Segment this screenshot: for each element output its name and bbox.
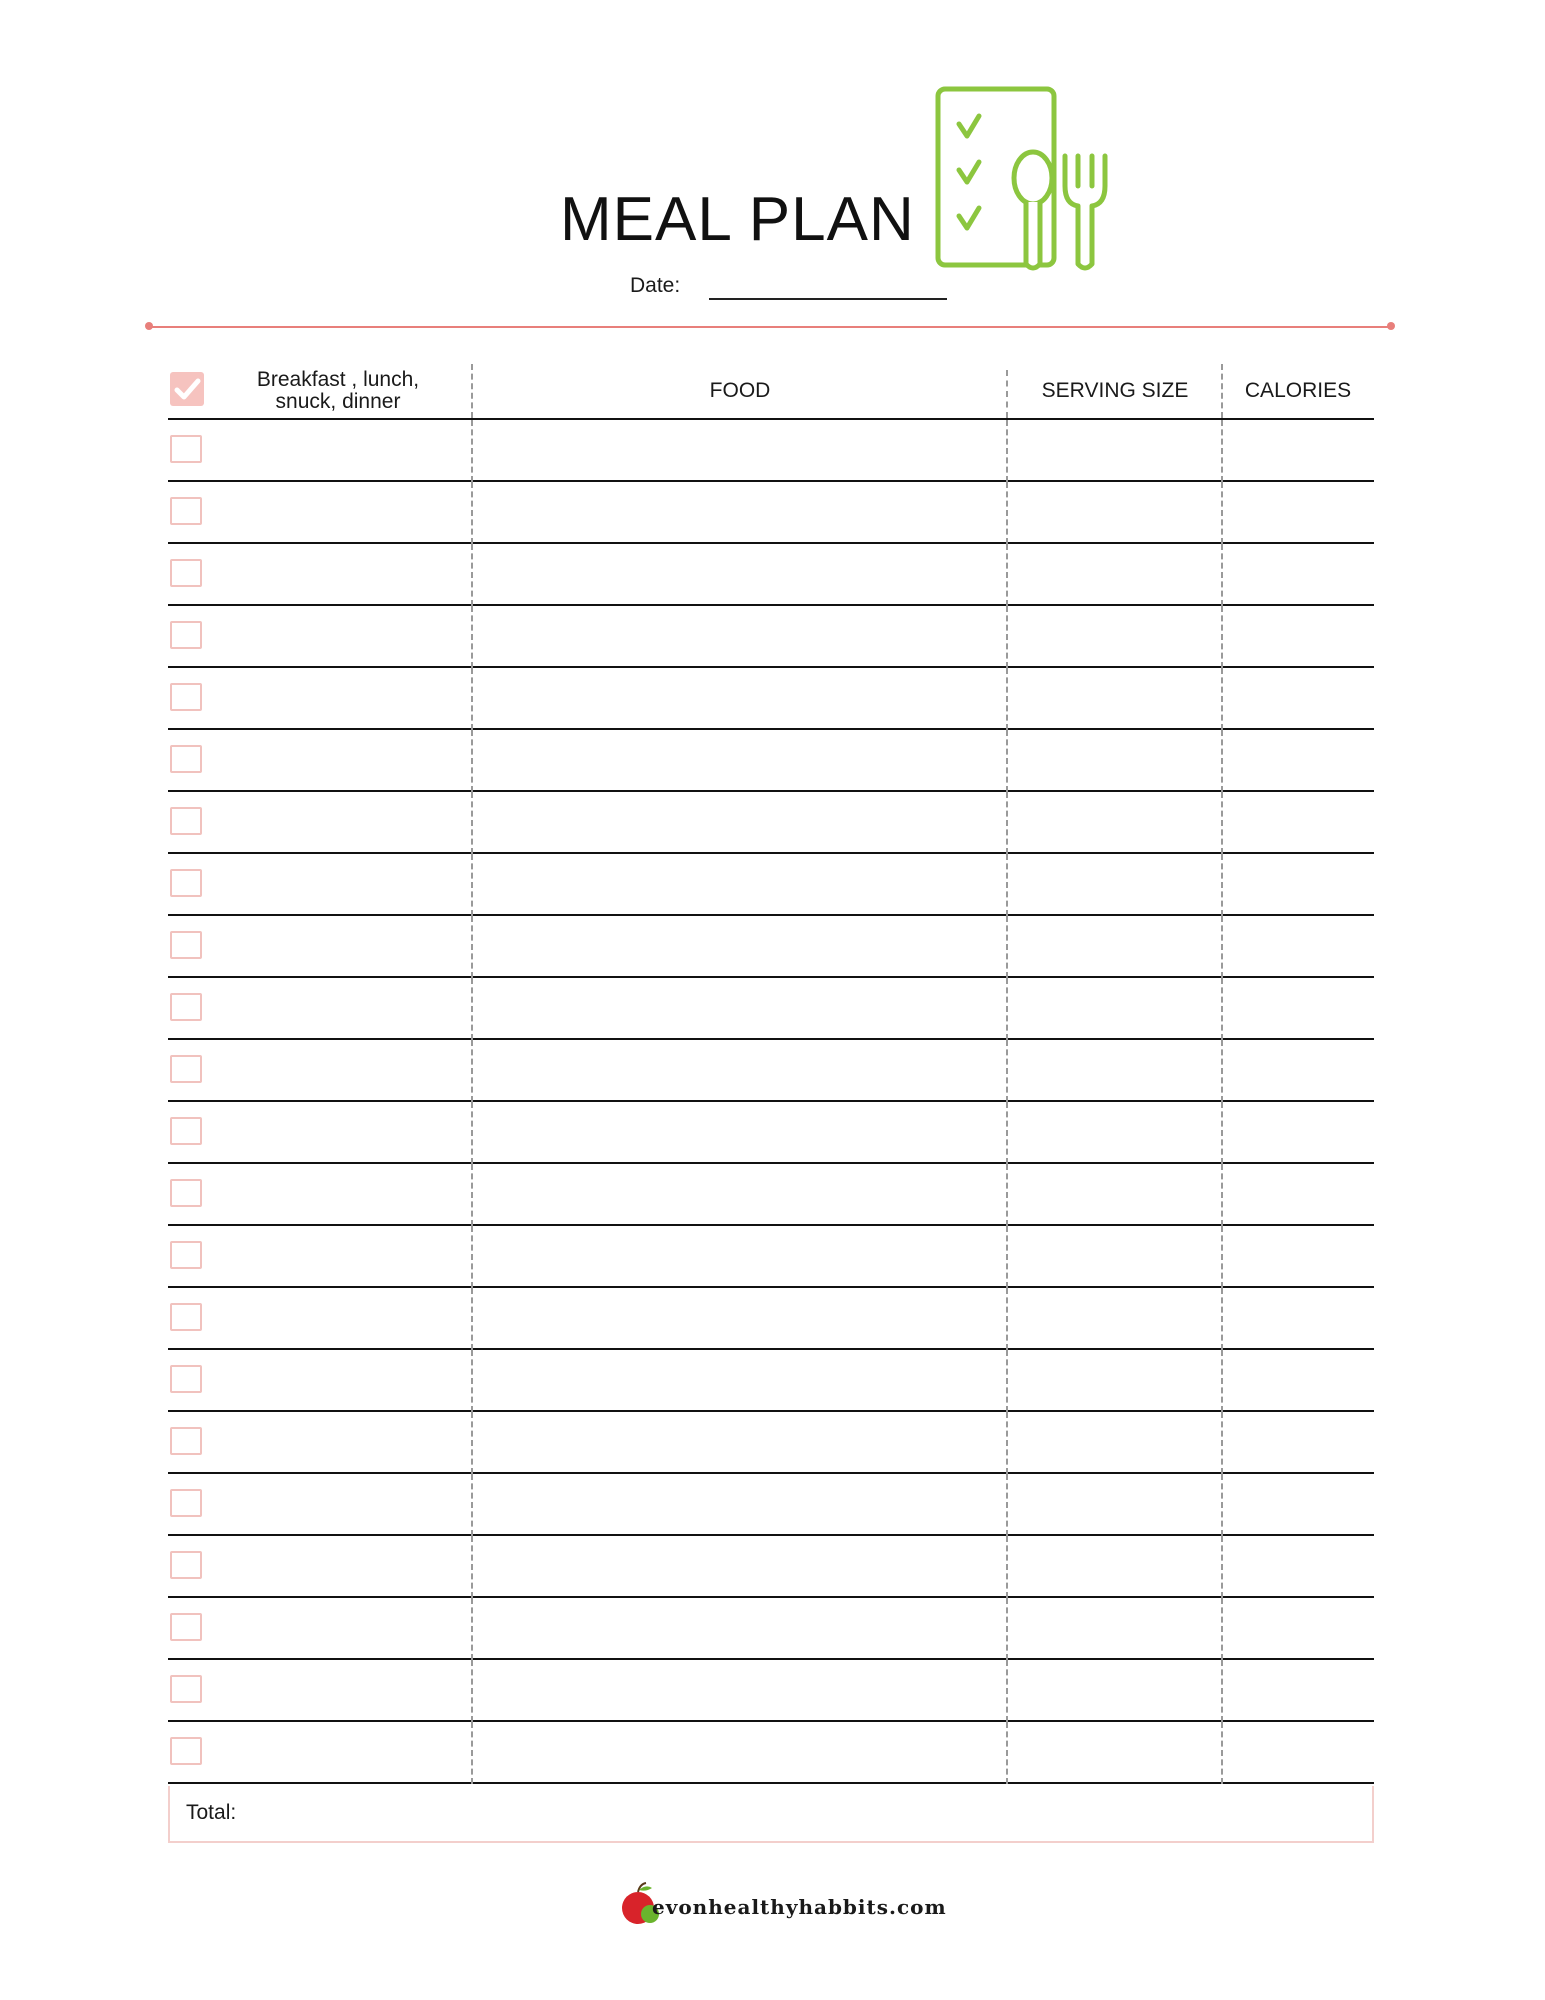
calories-cell[interactable] [1223,1288,1373,1348]
meal-cell[interactable] [208,792,471,852]
calories-cell[interactable] [1223,1412,1373,1472]
table-row [168,1536,1374,1598]
calories-cell[interactable] [1223,1536,1373,1596]
column-divider-2 [1006,1226,1008,1288]
food-cell[interactable] [473,1102,1006,1162]
column-divider-1 [471,1474,473,1536]
serving-size-cell[interactable] [1008,1350,1221,1410]
calories-cell[interactable] [1223,1660,1373,1720]
table-row [168,1226,1374,1288]
row-checkbox[interactable] [170,621,202,649]
table-row [168,1660,1374,1722]
column-divider-1 [471,854,473,916]
column-divider-3 [1221,1040,1223,1102]
column-divider-3 [1221,482,1223,544]
meal-cell[interactable] [208,606,471,666]
serving-size-cell[interactable] [1008,544,1221,604]
food-cell[interactable] [473,1350,1006,1410]
row-checkbox[interactable] [170,1303,202,1331]
column-divider-2 [1006,730,1008,792]
meal-cell[interactable] [208,1536,471,1596]
header-divider [148,326,1392,328]
column-divider-2 [1006,1040,1008,1102]
calories-cell[interactable] [1223,482,1373,542]
header-divider-1 [471,364,473,418]
calories-cell[interactable] [1223,1164,1373,1224]
food-cell[interactable] [473,1536,1006,1596]
footer [620,1880,947,1930]
meal-cell[interactable] [208,1040,471,1100]
column-divider-2 [1006,792,1008,854]
serving-size-cell[interactable] [1008,1288,1221,1348]
serving-size-cell[interactable] [1008,420,1221,480]
column-divider-2 [1006,420,1008,482]
column-divider-1 [471,1040,473,1102]
food-cell[interactable] [473,1040,1006,1100]
table-row [168,606,1374,668]
column-divider-3 [1221,1226,1223,1288]
column-divider-1 [471,1226,473,1288]
food-cell[interactable] [473,1598,1006,1658]
meal-cell[interactable] [208,1660,471,1720]
calories-cell[interactable] [1223,730,1373,790]
table-header [168,364,1374,420]
food-cell[interactable] [473,916,1006,976]
date-label: Date: [630,274,681,297]
serving-size-cell[interactable] [1008,668,1221,728]
row-checkbox[interactable] [170,683,202,711]
table-row [168,420,1374,482]
meal-cell[interactable] [208,854,471,914]
total-label: Total: [186,1801,237,1824]
header-divider-2 [1006,370,1008,418]
column-divider-1 [471,1598,473,1660]
row-checkbox[interactable] [170,1117,202,1145]
column-header-serving-size: SERVING SIZE [1041,379,1189,402]
date-field[interactable] [709,298,947,300]
column-divider-3 [1221,544,1223,606]
calories-cell[interactable] [1223,854,1373,914]
column-divider-3 [1221,1474,1223,1536]
column-divider-3 [1221,1350,1223,1412]
serving-size-cell[interactable] [1008,792,1221,852]
serving-size-cell[interactable] [1008,854,1221,914]
column-divider-1 [471,1412,473,1474]
food-cell[interactable] [473,420,1006,480]
column-divider-2 [1006,978,1008,1040]
row-checkbox[interactable] [170,1551,202,1579]
column-divider-2 [1006,668,1008,730]
row-checkbox[interactable] [170,497,202,525]
food-cell[interactable] [473,792,1006,852]
column-divider-1 [471,1102,473,1164]
table-row [168,916,1374,978]
column-divider-2 [1006,854,1008,916]
table-row [168,1102,1374,1164]
column-divider-2 [1006,1102,1008,1164]
column-divider-1 [471,792,473,854]
table-row [168,544,1374,606]
column-divider-3 [1221,1722,1223,1784]
serving-size-cell[interactable] [1008,730,1221,790]
food-cell[interactable] [473,606,1006,666]
table-row [168,1350,1374,1412]
table-row [168,1288,1374,1350]
table-row [168,1164,1374,1226]
row-checkbox[interactable] [170,1241,202,1269]
meal-cell[interactable] [208,1412,471,1472]
food-cell[interactable] [473,1412,1006,1472]
column-divider-3 [1221,1598,1223,1660]
calories-cell[interactable] [1223,978,1373,1038]
column-divider-3 [1221,1536,1223,1598]
meal-cell[interactable] [208,1288,471,1348]
calories-cell[interactable] [1223,420,1373,480]
row-checkbox[interactable] [170,1489,202,1517]
food-cell[interactable] [473,1164,1006,1224]
meal-cell[interactable] [208,1350,471,1410]
divider-dot-left [145,322,153,330]
column-divider-2 [1006,544,1008,606]
meal-cell[interactable] [208,978,471,1038]
food-cell[interactable] [473,1722,1006,1782]
row-checkbox[interactable] [170,745,202,773]
row-checkbox[interactable] [170,1737,202,1765]
table-row [168,730,1374,792]
calories-cell[interactable] [1223,544,1373,604]
column-divider-3 [1221,978,1223,1040]
column-divider-1 [471,1164,473,1226]
food-cell[interactable] [473,854,1006,914]
calories-cell[interactable] [1223,1040,1373,1100]
calories-cell[interactable] [1223,1474,1373,1534]
column-divider-2 [1006,916,1008,978]
table-row [168,1412,1374,1474]
footer-site-link[interactable]: evonhealthyhabbits.com [652,1895,947,1919]
column-divider-2 [1006,1536,1008,1598]
column-divider-1 [471,606,473,668]
meal-cell[interactable] [208,482,471,542]
food-cell[interactable] [473,1660,1006,1720]
column-divider-1 [471,668,473,730]
column-divider-1 [471,1350,473,1412]
column-divider-3 [1221,420,1223,482]
table-row [168,1474,1374,1536]
calories-cell[interactable] [1223,916,1373,976]
food-cell[interactable] [473,730,1006,790]
meal-cell[interactable] [208,1722,471,1782]
column-divider-3 [1221,792,1223,854]
meal-cell[interactable] [208,1598,471,1658]
serving-size-cell[interactable] [1008,1474,1221,1534]
table-row [168,668,1374,730]
serving-size-cell[interactable] [1008,916,1221,976]
calories-cell[interactable] [1223,606,1373,666]
serving-size-cell[interactable] [1008,1660,1221,1720]
row-checkbox[interactable] [170,993,202,1021]
column-divider-2 [1006,1350,1008,1412]
table-row [168,1598,1374,1660]
row-checkbox[interactable] [170,1675,202,1703]
table-row [168,1722,1374,1784]
column-header-calories: CALORIES [1244,379,1352,402]
meal-cell[interactable] [208,1226,471,1286]
column-header-meal: Breakfast , lunch, snuck, dinner [256,368,420,413]
meal-cell[interactable] [208,668,471,728]
divider-dot-right [1387,322,1395,330]
column-divider-3 [1221,916,1223,978]
meal-cell[interactable] [208,1474,471,1534]
column-divider-3 [1221,668,1223,730]
table-row [168,978,1374,1040]
food-cell[interactable] [473,978,1006,1038]
column-divider-2 [1006,1412,1008,1474]
serving-size-cell[interactable] [1008,482,1221,542]
serving-size-cell[interactable] [1008,1598,1221,1658]
table-row [168,482,1374,544]
meal-cell[interactable] [208,420,471,480]
table-body [168,420,1374,1784]
row-checkbox[interactable] [170,1179,202,1207]
row-checkbox[interactable] [170,559,202,587]
column-divider-3 [1221,606,1223,668]
food-cell[interactable] [473,1288,1006,1348]
serving-size-cell[interactable] [1008,1536,1221,1596]
meal-cell[interactable] [208,916,471,976]
column-divider-2 [1006,1474,1008,1536]
column-divider-3 [1221,1164,1223,1226]
calories-cell[interactable] [1223,1226,1373,1286]
column-divider-3 [1221,730,1223,792]
column-divider-2 [1006,1288,1008,1350]
total-row[interactable] [168,1786,1374,1843]
serving-size-cell[interactable] [1008,1226,1221,1286]
column-divider-2 [1006,1598,1008,1660]
page-title: MEAL PLAN [560,185,915,254]
row-checkbox[interactable] [170,1613,202,1641]
row-checkbox[interactable] [170,435,202,463]
serving-size-cell[interactable] [1008,1722,1221,1782]
column-divider-3 [1221,854,1223,916]
calories-cell[interactable] [1223,1350,1373,1410]
meal-checklist-icon [935,86,1120,276]
food-cell[interactable] [473,544,1006,604]
serving-size-cell[interactable] [1008,606,1221,666]
column-divider-1 [471,420,473,482]
calories-cell[interactable] [1223,1598,1373,1658]
table-row [168,1040,1374,1102]
row-checkbox[interactable] [170,931,202,959]
row-checkbox[interactable] [170,1055,202,1083]
calories-cell[interactable] [1223,792,1373,852]
column-divider-1 [471,1536,473,1598]
serving-size-cell[interactable] [1008,1412,1221,1472]
row-checkbox[interactable] [170,869,202,897]
serving-size-cell[interactable] [1008,1102,1221,1162]
table-row [168,792,1374,854]
row-checkbox[interactable] [170,1365,202,1393]
food-cell[interactable] [473,482,1006,542]
column-divider-2 [1006,482,1008,544]
column-divider-3 [1221,1412,1223,1474]
row-checkbox[interactable] [170,807,202,835]
meal-table [168,364,1374,1843]
table-row [168,854,1374,916]
row-checkbox[interactable] [170,1427,202,1455]
serving-size-cell[interactable] [1008,1040,1221,1100]
calories-cell[interactable] [1223,668,1373,728]
food-cell[interactable] [473,1226,1006,1286]
column-divider-1 [471,978,473,1040]
column-divider-1 [471,482,473,544]
column-divider-1 [471,916,473,978]
serving-size-cell[interactable] [1008,1164,1221,1224]
meal-cell[interactable] [208,544,471,604]
calories-cell[interactable] [1223,1722,1373,1782]
column-divider-3 [1221,1102,1223,1164]
food-cell[interactable] [473,1474,1006,1534]
food-cell[interactable] [473,668,1006,728]
header-check-icon [170,372,204,406]
column-divider-2 [1006,606,1008,668]
column-divider-2 [1006,1660,1008,1722]
column-divider-1 [471,1288,473,1350]
column-divider-1 [471,1722,473,1784]
column-divider-3 [1221,1660,1223,1722]
column-header-food: FOOD [709,379,771,402]
column-divider-1 [471,1660,473,1722]
column-divider-2 [1006,1164,1008,1226]
calories-cell[interactable] [1223,1102,1373,1162]
header-divider-3 [1221,364,1223,418]
meal-cell[interactable] [208,1102,471,1162]
meal-cell[interactable] [208,1164,471,1224]
column-divider-3 [1221,1288,1223,1350]
column-divider-1 [471,730,473,792]
serving-size-cell[interactable] [1008,978,1221,1038]
column-divider-1 [471,544,473,606]
meal-cell[interactable] [208,730,471,790]
column-divider-2 [1006,1722,1008,1784]
